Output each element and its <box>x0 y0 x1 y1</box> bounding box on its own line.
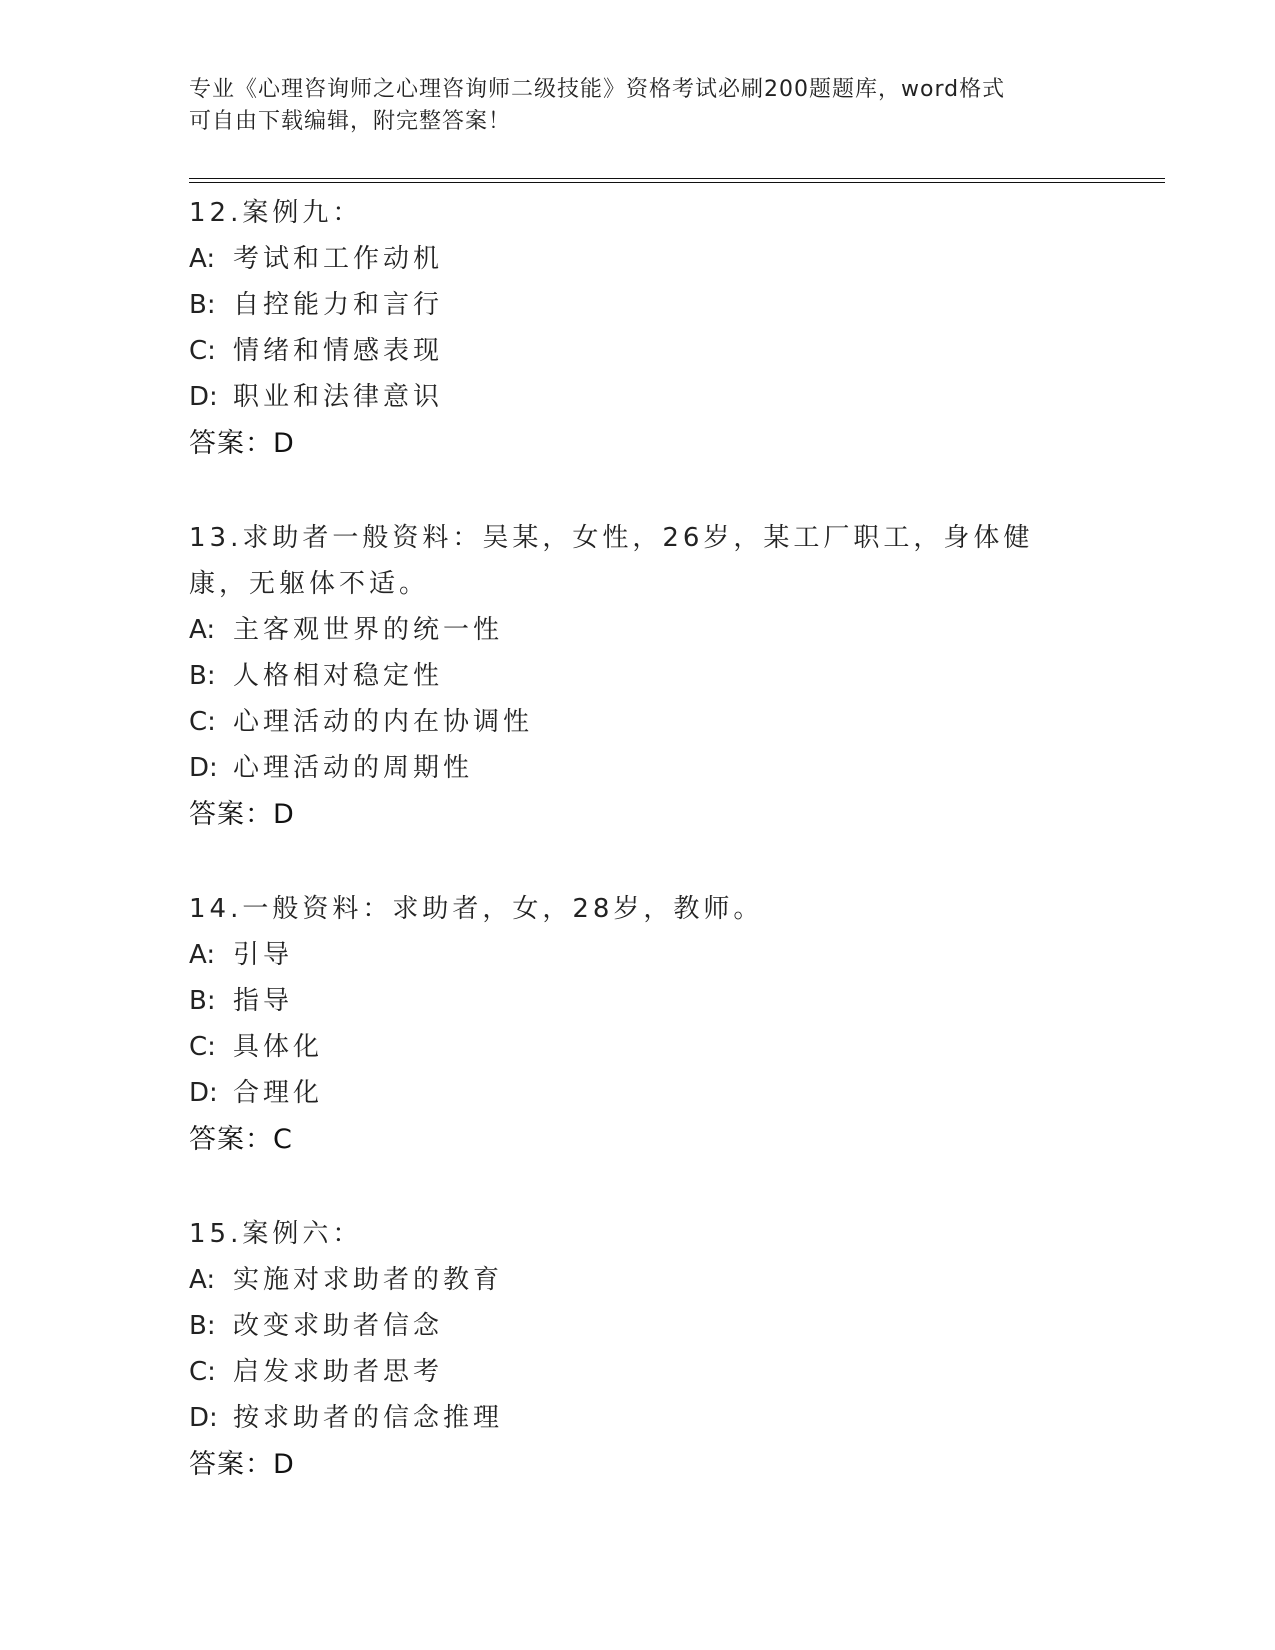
option-letter: A: <box>189 615 216 645</box>
page-header <box>189 74 1089 138</box>
option-text: 引导 <box>233 940 294 970</box>
option-letter: C: <box>189 1357 216 1387</box>
option-letter: B: <box>189 661 216 691</box>
question-list <box>189 190 1089 1536</box>
option-b <box>189 653 1089 699</box>
option-d <box>189 745 1089 791</box>
option-b <box>189 282 1089 328</box>
question-stem: 13.求助者一般资料：吴某，女性，26岁，某工厂职工，身体健康，无躯体不适。 <box>189 523 1034 599</box>
answer-line: 答案：D <box>189 428 295 459</box>
header-line-1: 专业《心理咨询师之心理咨询师二级技能》资格考试必刷200题题库，word格式 <box>189 77 1006 102</box>
question-13 <box>189 515 1089 839</box>
option-text: 自控能力和言行 <box>233 290 444 320</box>
option-text: 合理化 <box>233 1078 324 1108</box>
header-divider <box>189 178 1165 183</box>
option-text: 心理活动的周期性 <box>233 753 474 783</box>
option-c <box>189 328 1089 374</box>
option-text: 指导 <box>233 986 294 1016</box>
option-text: 人格相对稳定性 <box>233 661 444 691</box>
question-stem: 12.案例九： <box>189 198 363 228</box>
option-letter: C: <box>189 1032 216 1062</box>
option-text: 职业和法律意识 <box>233 382 444 412</box>
option-text: 主客观世界的统一性 <box>233 615 504 645</box>
option-text: 改变求助者信念 <box>233 1311 444 1341</box>
answer-line: 答案：D <box>189 799 295 830</box>
question-12 <box>189 190 1089 468</box>
question-14 <box>189 886 1089 1164</box>
option-c <box>189 1349 1089 1395</box>
question-15 <box>189 1211 1089 1489</box>
header-line-2: 可自由下载编辑，附完整答案！ <box>189 109 512 134</box>
option-b <box>189 1303 1089 1349</box>
option-text: 按求助者的信念推理 <box>233 1403 504 1433</box>
option-letter: A: <box>189 1265 216 1295</box>
option-letter: B: <box>189 1311 216 1341</box>
option-letter: A: <box>189 244 216 274</box>
answer-line: 答案：D <box>189 1449 295 1480</box>
option-letter: D: <box>189 753 218 783</box>
option-a <box>189 607 1089 653</box>
option-letter: B: <box>189 986 216 1016</box>
option-a <box>189 1257 1089 1303</box>
answer-line: 答案：C <box>189 1124 293 1155</box>
option-text: 启发求助者思考 <box>233 1357 444 1387</box>
option-text: 考试和工作动机 <box>233 244 444 274</box>
option-letter: D: <box>189 1403 218 1433</box>
option-letter: A: <box>189 940 216 970</box>
option-c <box>189 1024 1089 1070</box>
option-a <box>189 932 1089 978</box>
option-letter: C: <box>189 707 216 737</box>
option-letter: C: <box>189 336 216 366</box>
option-letter: B: <box>189 290 216 320</box>
question-stem: 14.一般资料：求助者，女，28岁，教师。 <box>189 894 764 924</box>
option-d <box>189 1070 1089 1116</box>
option-d <box>189 374 1089 420</box>
option-a <box>189 236 1089 282</box>
option-d <box>189 1395 1089 1441</box>
option-text: 心理活动的内在协调性 <box>233 707 534 737</box>
option-text: 情绪和情感表现 <box>233 336 444 366</box>
option-b <box>189 978 1089 1024</box>
option-letter: D: <box>189 1078 218 1108</box>
question-stem: 15.案例六： <box>189 1219 363 1249</box>
option-text: 具体化 <box>233 1032 324 1062</box>
option-letter: D: <box>189 382 218 412</box>
option-text: 实施对求助者的教育 <box>233 1265 504 1295</box>
option-c <box>189 699 1089 745</box>
